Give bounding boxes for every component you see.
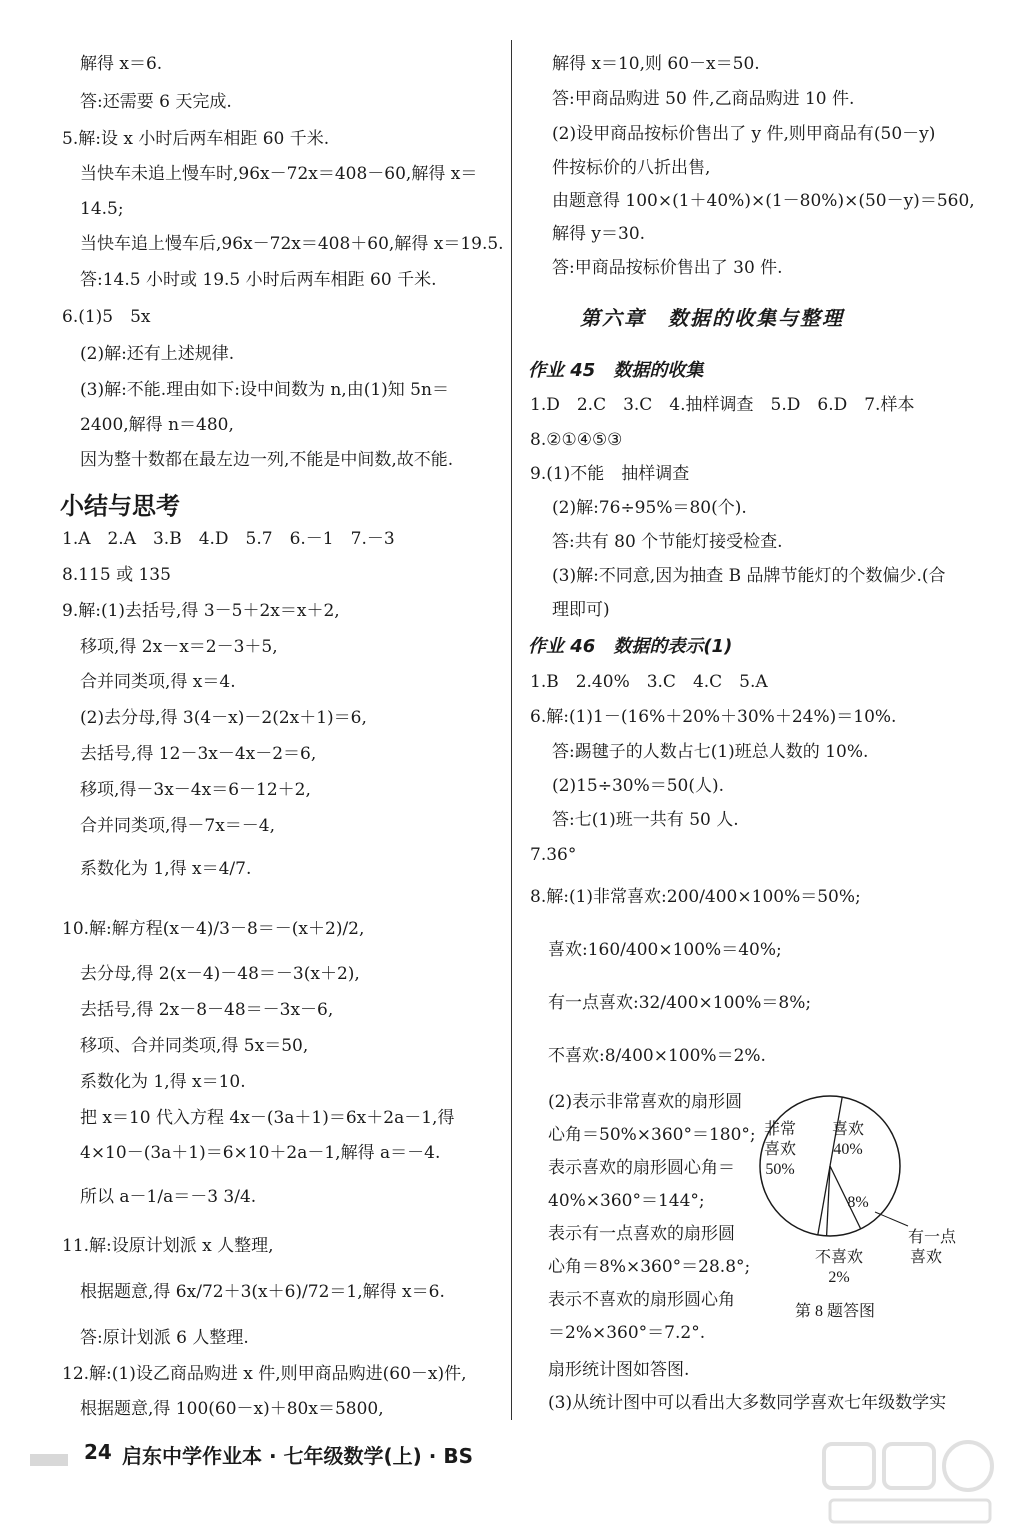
homework-45-title: 作业 45 数据的收集 xyxy=(528,360,704,381)
right-lines-10: (2)解:76÷95%＝80(个). xyxy=(552,498,747,518)
left-lines-14: 9.解:(1)去括号,得 3－5＋2x＝x＋2, xyxy=(62,601,340,621)
right-lines-1: 答:甲商品购进 50 件,乙商品购进 10 件. xyxy=(552,89,855,109)
right-lines-17: (2)15÷30%＝50(人). xyxy=(552,776,725,796)
left-lines-34: 根据题意,得 100(60－x)＋80x＝5800, xyxy=(80,1399,384,1419)
right-lines-26: 表示喜欢的扇形圆心角＝ xyxy=(548,1158,735,1178)
left-lines-31: 根据题意,得 6x/72＋3(x＋6)/72＝1,解得 x＝6. xyxy=(80,1282,445,1302)
left-lines-29: 所以 a－1/a＝－3 3/4. xyxy=(80,1187,257,1207)
homework-46-title: 作业 46 数据的表示(1) xyxy=(528,636,733,657)
left-lines-28: 4×10－(3a＋1)＝6×10＋2a－1,解得 a＝－4. xyxy=(80,1143,441,1163)
watermark-logo xyxy=(820,1440,1000,1530)
left-lines-19: 移项,得－3x－4x＝6－12＋2, xyxy=(80,780,311,800)
left-lines-18: 去括号,得 12－3x－4x－2＝6, xyxy=(80,744,317,764)
left-lines-0: 解得 x＝6. xyxy=(80,54,163,74)
right-lines-0: 解得 x＝10,则 60－x＝50. xyxy=(552,54,760,74)
right-lines-33: (3)从统计图中可以看出大多数同学喜欢七年级数学实 xyxy=(548,1393,947,1413)
left-lines-27: 把 x＝10 代入方程 4x－(3a＋1)＝6x＋2a－1,得 xyxy=(80,1108,455,1128)
left-lines-32: 答:原计划派 6 人整理. xyxy=(80,1328,249,1348)
chapter-title: 第六章 数据的收集与整理 xyxy=(580,306,844,330)
right-lines-19: 7.36° xyxy=(530,845,577,865)
right-lines-24: (2)表示非常喜欢的扇形圆 xyxy=(548,1092,743,1112)
left-lines-2: 5.解:设 x 小时后两车相距 60 千米. xyxy=(62,129,330,149)
left-lines-21: 系数化为 1,得 x＝4/7. xyxy=(80,859,252,879)
left-lines-9: (3)解:不能.理由如下:设中间数为 n,由(1)知 5n＝ xyxy=(80,380,449,400)
left-lines-12: 1.A 2.A 3.B 4.D 5.7 6.－1 7.－3 xyxy=(62,529,395,549)
right-lines-22: 有一点喜欢:32/400×100%＝8%; xyxy=(548,993,812,1013)
right-lines-6: 答:甲商品按标价售出了 30 件. xyxy=(552,258,783,278)
right-lines-23: 不喜欢:8/400×100%＝2%. xyxy=(548,1046,766,1066)
right-lines-21: 喜欢:160/400×100%＝40%; xyxy=(548,940,782,960)
right-lines-28: 表示有一点喜欢的扇形圆 xyxy=(548,1224,735,1244)
right-lines-18: 答:七(1)班一共有 50 人. xyxy=(552,810,739,830)
left-lines-17: (2)去分母,得 3(4－x)－2(2x＋1)＝6, xyxy=(80,708,367,728)
right-lines-8: 8.②①④⑤③ xyxy=(530,430,623,450)
figure-caption: 第 8 题答图 xyxy=(794,1303,876,1320)
left-lines-20: 合并同类项,得－7x＝－4, xyxy=(80,816,276,836)
left-lines-33: 12.解:(1)设乙商品购进 x 件,则甲商品购进(60－x)件, xyxy=(62,1364,467,1384)
left-lines-11: 因为整十数都在最左边一列,不能是中间数,故不能. xyxy=(80,450,454,470)
right-lines-16: 答:踢毽子的人数占七(1)班总人数的 10%. xyxy=(552,742,869,762)
label-little-name-2: 喜欢 xyxy=(909,1249,943,1266)
left-lines-10: 2400,解得 n＝480, xyxy=(80,415,234,435)
right-lines-5: 解得 y＝30. xyxy=(552,224,646,244)
label-like: 喜欢 xyxy=(831,1121,865,1138)
right-lines-15: 6.解:(1)1－(16%＋20%＋30%＋24%)＝10%. xyxy=(530,707,897,727)
left-lines-5: 当快车追上慢车后,96x－72x＝408＋60,解得 x＝19.5. xyxy=(80,234,504,254)
right-lines-32: 扇形统计图如答图. xyxy=(548,1360,690,1380)
right-lines-7: 1.D 2.C 3.C 4.抽样调查 5.D 6.D 7.样本 xyxy=(530,395,915,415)
label-very-like-2: 喜欢 xyxy=(763,1141,797,1158)
right-lines-30: 表示不喜欢的扇形圆心角 xyxy=(548,1290,735,1310)
left-lines-4: 14.5; xyxy=(80,199,124,219)
left-lines-1: 答:还需要 6 天完成. xyxy=(80,92,232,112)
left-lines-24: 去括号,得 2x－8－48＝－3x－6, xyxy=(80,1000,334,1020)
right-lines-14: 1.B 2.40% 3.C 4.C 5.A xyxy=(530,672,768,692)
right-lines-11: 答:共有 80 个节能灯接受检查. xyxy=(552,532,783,552)
pie-chart-figure xyxy=(740,1076,970,1336)
right-lines-27: 40%×360°＝144°; xyxy=(548,1191,705,1211)
book-title: 启东中学作业本 · 七年级数学(上) · BS xyxy=(122,1444,473,1468)
page-number: 24 xyxy=(84,1440,112,1464)
right-lines-12: (3)解:不同意,因为抽查 B 品牌节能灯的个数偏少.(合 xyxy=(552,566,946,586)
right-lines-29: 心角＝8%×360°＝28.8°; xyxy=(548,1257,751,1277)
footer-bar xyxy=(30,1454,68,1466)
left-lines-7: 6.(1)5 5x xyxy=(62,307,151,327)
left-lines-22: 10.解:解方程(x－4)/3－8＝－(x＋2)/2, xyxy=(62,919,365,939)
label-very-like-pct: 50% xyxy=(765,1161,795,1178)
section-title-summary: 小结与思考 xyxy=(60,492,180,520)
left-lines-3: 当快车未追上慢车时,96x－72x＝408－60,解得 x＝ xyxy=(80,164,478,184)
label-like-pct: 40% xyxy=(833,1141,863,1158)
left-lines-6: 答:14.5 小时或 19.5 小时后两车相距 60 千米. xyxy=(80,270,437,290)
pie-slice-lines xyxy=(818,1097,861,1236)
column-divider xyxy=(511,40,512,1420)
label-very-like-1: 非常 xyxy=(763,1121,797,1138)
left-lines-16: 合并同类项,得 x＝4. xyxy=(80,672,236,692)
leader-line-little xyxy=(875,1212,908,1226)
label-dislike-pct: 2% xyxy=(828,1269,850,1286)
left-lines-15: 移项,得 2x－x＝2－3＋5, xyxy=(80,637,278,657)
label-dislike: 不喜欢 xyxy=(814,1249,864,1266)
right-lines-2: (2)设甲商品按标价售出了 y 件,则甲商品有(50－y) xyxy=(552,124,936,144)
label-little-pct: 8% xyxy=(847,1194,869,1211)
right-lines-9: 9.(1)不能 抽样调查 xyxy=(530,464,690,484)
right-lines-31: ＝2%×360°＝7.2°. xyxy=(548,1323,706,1343)
right-lines-20: 8.解:(1)非常喜欢:200/400×100%＝50%; xyxy=(530,887,861,907)
right-lines-13: 理即可) xyxy=(552,600,610,620)
right-lines-4: 由题意得 100×(1＋40%)×(1－80%)×(50－y)＝560, xyxy=(552,191,975,211)
left-lines-23: 去分母,得 2(x－4)－48＝－3(x＋2), xyxy=(80,964,360,984)
left-lines-25: 移项、合并同类项,得 5x＝50, xyxy=(80,1036,309,1056)
left-lines-13: 8.115 或 135 xyxy=(62,565,171,585)
left-lines-8: (2)解:还有上述规律. xyxy=(80,344,235,364)
right-lines-3: 件按标价的八折出售, xyxy=(552,158,711,178)
right-lines-25: 心角＝50%×360°＝180°; xyxy=(548,1125,756,1145)
left-lines-26: 系数化为 1,得 x＝10. xyxy=(80,1072,246,1092)
label-little-name-1: 有一点 xyxy=(907,1229,957,1246)
left-lines-30: 11.解:设原计划派 x 人整理, xyxy=(62,1236,274,1256)
